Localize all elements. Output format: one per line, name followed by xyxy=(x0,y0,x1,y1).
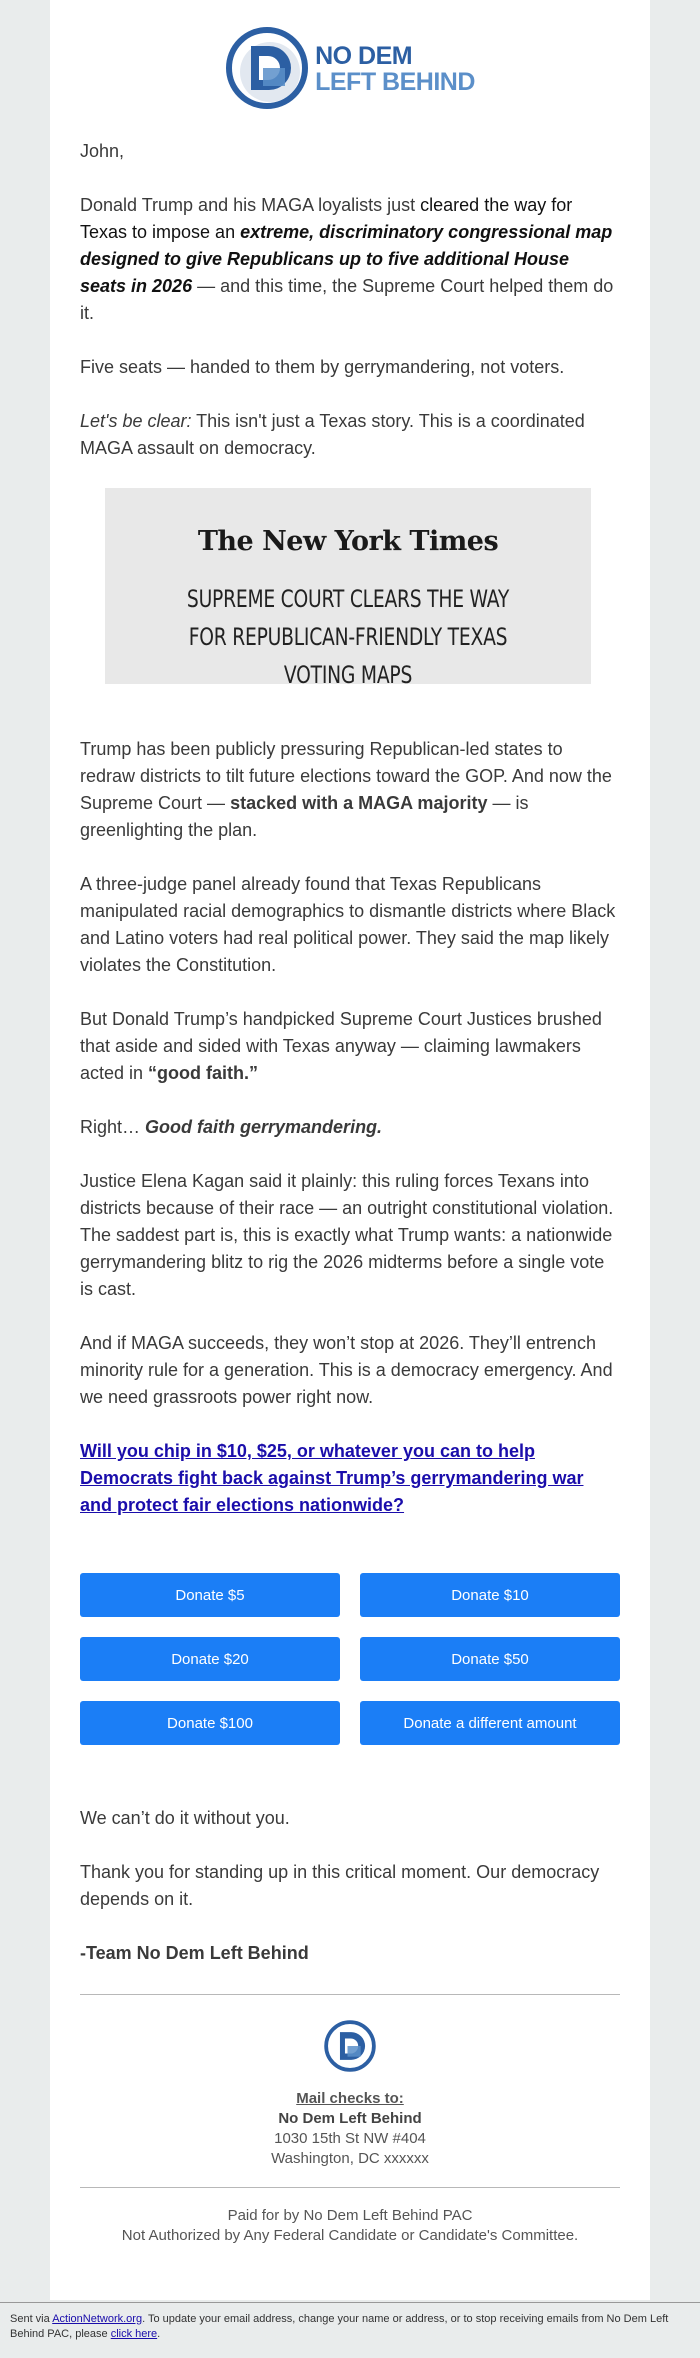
unsubscribe-text: . To update your email address, change your name or address, or to stop receiving emails from No Dem Left Behind PAC, please xyxy=(10,2313,669,2340)
paragraph-three-judge-panel: A three-judge panel already found that Texas Republicans manipulated racial demographics to dismantle districts where Black and Latino voters had real political power. They said the map likely violates the Constitution. xyxy=(80,874,616,975)
paragraph-maga-succeeds: And if MAGA succeeds, they won’t stop at 2026. They’ll entrench minority rule for a generation. This is a democracy emergency. And we need grassroots power right now. xyxy=(80,1333,613,1407)
brand-name-line2: LEFT BEHIND xyxy=(315,68,475,96)
not-authorized-text: Not Authorized by Any Federal Candidate or Candidate's Committee. xyxy=(121,2227,579,2244)
actionnetwork-link[interactable]: ActionNetwork.org xyxy=(52,2313,143,2325)
p7-pre: Right… xyxy=(80,1117,146,1137)
brand-name-line1: NO DEM xyxy=(315,42,413,70)
brand-wordmark xyxy=(315,43,475,95)
p1-post: — and this time, the Supreme Court helped them do it. xyxy=(80,276,614,323)
donate-50-button[interactable]: Donate $50 xyxy=(360,1637,620,1681)
mail-checks-title: Mail checks to: xyxy=(296,2090,404,2107)
paragraph-trump-pressure xyxy=(80,736,620,844)
nyt-headline-text: SUPREME COURT CLEARS THE WAY FOR REPUBLICAN-FRIENDLY TEXAS VOTING MAPS xyxy=(186,585,510,689)
nyt-headline-image xyxy=(105,488,591,689)
p1-pre: Donald Trump and his MAGA loyalists just xyxy=(80,195,421,215)
signoff: -Team No Dem Left Behind xyxy=(80,1943,309,1963)
donate-5-button[interactable]: Donate $5 xyxy=(80,1573,340,1617)
paragraph-kagan: Justice Elena Kagan said it plainly: this ruling forces Texans into districts because of their race — an outright constitutional violation. The saddest part is, this is exactly what Trump wants: a nationwide gerrymandering blitz to rig the 2026 midterms before a single vote is cast. xyxy=(80,1171,614,1299)
donate-20-button[interactable]: Donate $20 xyxy=(80,1637,340,1681)
p7-bold-italic: Good faith gerrymandering. xyxy=(145,1117,383,1137)
donate-other-amount-button[interactable]: Donate a different amount xyxy=(360,1701,620,1745)
nyt-masthead: The New York Times xyxy=(197,526,499,557)
unsubscribe-bar xyxy=(0,2302,700,2358)
p4-pre: Trump has been publicly pressuring Republican-led states to redraw districts to tilt future elections toward the GOP. And now the Supreme Court — xyxy=(80,739,612,813)
p4-bold: stacked with a MAGA majority xyxy=(230,793,488,813)
click-here-link[interactable]: click here xyxy=(110,2328,158,2340)
email-header xyxy=(50,26,650,117)
donate-button-grid xyxy=(80,1573,620,1745)
footer-logo-icon xyxy=(323,2019,377,2073)
p3-italic: Let's be clear: xyxy=(80,411,192,431)
mailing-address-block xyxy=(80,1995,620,2187)
p6-pre: But Donald Trump’s handpicked Supreme Court Justices brushed that aside and sided with Texas anyway — claiming lawmakers acted in xyxy=(80,1009,602,1083)
paragraph-good-faith xyxy=(80,1006,620,1087)
disclaimer-block xyxy=(80,2188,620,2246)
donate-10-button[interactable]: Donate $10 xyxy=(360,1573,620,1617)
paragraph-intro xyxy=(80,192,620,327)
sent-via-text: Sent via xyxy=(10,2313,53,2325)
donate-cta-link[interactable]: Will you chip in $10, $25, or whatever you can to help Democrats fight back against Trump’s gerrymandering war and protect fair elections nationwide? xyxy=(80,1441,584,1515)
paragraph-cant-do-it: We can’t do it without you. xyxy=(80,1808,290,1828)
paragraph-lets-be-clear xyxy=(80,408,620,462)
p1-emphasis: extreme, discriminatory congressional map designed to give Republicans up to five additional House seats in 2026 xyxy=(80,222,613,296)
logo-d-icon xyxy=(225,26,311,112)
p6-bold: “good faith.” xyxy=(148,1063,259,1083)
mail-address-line2: Washington, DC xxxxxx xyxy=(271,2150,429,2167)
paragraph-right xyxy=(80,1114,620,1141)
p3-rest: This isn't just a Texas story. This is a coordinated MAGA assault on democracy. xyxy=(80,411,585,458)
paragraph-five-seats: Five seats — handed to them by gerrymandering, not voters. xyxy=(80,357,565,377)
email-card xyxy=(50,0,650,2300)
mail-org-name: No Dem Left Behind xyxy=(278,2110,422,2127)
p1-mid: cleared the way for Texas to impose an xyxy=(80,195,573,242)
brand-logo xyxy=(225,26,475,112)
p4-post: — is greenlighting the plan. xyxy=(80,793,529,840)
greeting: John, xyxy=(80,141,125,161)
paragraph-thank-you: Thank you for standing up in this critical moment. Our democracy depends on it. xyxy=(80,1862,600,1909)
mail-address-line1: 1030 15th St NW #404 xyxy=(274,2130,426,2147)
email-body xyxy=(80,138,620,2246)
donate-100-button[interactable]: Donate $100 xyxy=(80,1701,340,1745)
unsubscribe-end: . xyxy=(157,2328,161,2340)
paid-for-text: Paid for by No Dem Left Behind PAC xyxy=(227,2207,473,2224)
